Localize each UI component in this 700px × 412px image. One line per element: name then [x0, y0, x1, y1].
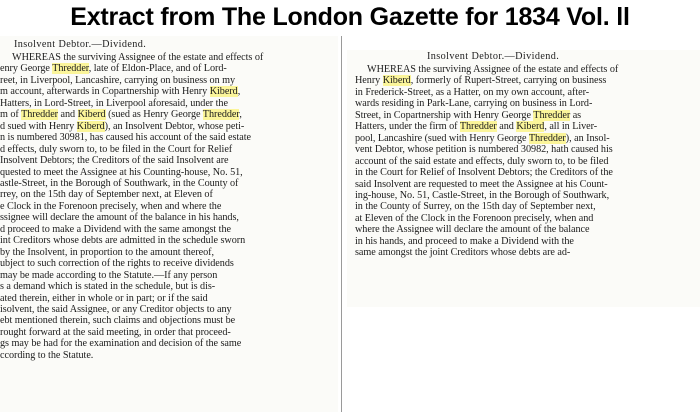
text-line — [347, 213, 700, 224]
text-segment: and — [58, 109, 78, 121]
text-line — [347, 98, 700, 109]
text-segment: said Insolvent are requested to meet the Assignee at his Count- — [355, 178, 608, 190]
right-notice-heading: Insolvent Debtor.—Dividend. — [427, 51, 560, 62]
text-segment: , all in Liver- — [544, 121, 598, 133]
highlighted-surname: Thredder — [533, 109, 571, 121]
text-line — [0, 75, 338, 86]
text-line — [0, 315, 338, 326]
text-segment: same amongst the joint Creditors whose debts are ad- — [355, 247, 571, 259]
text-segment: account of the said estate and effects, duly sworn to, to be filed — [355, 155, 609, 167]
text-line — [0, 350, 338, 361]
text-segment: in his hands, and proceed to make a Dividend with the — [355, 235, 574, 247]
text-line — [0, 167, 338, 178]
text-line — [0, 63, 338, 74]
text-segment: ubject to such correction of the rights to receive dividends — [0, 258, 234, 270]
text-segment: Henry — [355, 75, 383, 87]
highlighted-surname: Kiberd — [77, 109, 106, 121]
highlighted-surname: Kiberd — [516, 121, 545, 133]
text-segment: WHEREAS the surviving Assignee of the estate and effects of — [12, 52, 264, 63]
highlighted-surname: Thredder — [21, 109, 59, 121]
text-segment: rought forward at the said meeting, in order that proceed- — [0, 326, 231, 338]
text-segment: s a demand which is stated in the schedule, but is dis- — [0, 281, 216, 293]
text-segment: pool, Lancashire (sued with Henry George — [355, 132, 529, 144]
text-line — [0, 270, 338, 281]
text-line — [0, 121, 338, 132]
text-segment: , late of Eldon-Place, and of Lord- — [88, 63, 227, 75]
text-line — [0, 247, 338, 258]
right-gazette-clipping — [347, 50, 700, 307]
text-segment: , formerly of Rupert-Street, carrying on business — [410, 75, 607, 87]
text-line — [0, 52, 338, 63]
text-segment: gs may be had for the examination and decision of the same — [0, 338, 242, 350]
text-line — [0, 258, 338, 269]
text-segment: m of — [0, 109, 22, 121]
text-line — [0, 86, 338, 97]
text-line — [347, 179, 700, 190]
text-line — [0, 98, 338, 109]
text-segment: may be made according to the Statute.—If any person — [0, 269, 218, 281]
text-segment: d sued with Henry — [0, 120, 77, 132]
text-segment: ated therein, either in whole or in part; or if the said — [0, 292, 208, 304]
text-segment: in the County of Surrey, on the 15th day of September next, — [355, 201, 596, 213]
text-line — [0, 144, 338, 155]
text-segment: at Eleven of the Clock in the Forenoon precisely, when and — [355, 212, 594, 224]
right-notice-body — [347, 64, 700, 259]
text-line — [347, 64, 700, 75]
text-segment: Hatters, in Lord-Street, in Liverpool aforesaid, under the — [0, 97, 228, 109]
text-line — [0, 155, 338, 166]
text-segment: vent Debtor, whose petition is numbered 30982, hath caused his — [355, 144, 613, 156]
text-line — [347, 190, 700, 201]
text-segment: quested to meet the Assignee at his Counting-house, No. 51, — [0, 166, 243, 178]
column-divider — [341, 36, 342, 412]
text-line — [347, 236, 700, 247]
text-line — [347, 167, 700, 178]
highlighted-surname: Thredder — [528, 132, 566, 144]
text-line — [347, 247, 700, 258]
text-line — [347, 133, 700, 144]
text-line — [0, 281, 338, 292]
text-segment: e Clock in the Forenoon precisely, when and where the — [0, 200, 222, 212]
text-line — [347, 121, 700, 132]
text-segment: Hatters, under the firm of — [355, 121, 460, 133]
text-line — [0, 224, 338, 235]
text-line — [347, 87, 700, 98]
text-segment: d effects, duly sworn to, to be filed in the Court for Relief — [0, 143, 233, 155]
text-segment: (sued as Henry George — [105, 109, 203, 121]
text-line — [0, 189, 338, 200]
highlighted-surname: Thredder — [52, 63, 89, 75]
text-segment: astle-Street, in the Borough of Southwark, in the County of — [0, 177, 239, 189]
text-segment: ing-house, No. 51, Castle-Street, in the Borough of Southwark, — [355, 189, 610, 201]
text-segment: Insolvent Debtors; the Creditors of the said Insolvent are — [0, 155, 229, 167]
text-segment: ccording to the Statute. — [0, 349, 94, 361]
text-segment: reet, in Liverpool, Lancashire, carrying on business on my — [0, 74, 236, 86]
text-segment: n is numbered 30981, has caused his account of the said estate — [0, 132, 251, 144]
text-line — [0, 178, 338, 189]
page-title: Extract from The London Gazette for 1834 Vol. ll — [70, 3, 630, 31]
text-segment: int Creditors whose debts are admitted in the schedule sworn — [0, 235, 246, 247]
text-line — [0, 212, 338, 223]
text-segment: , — [239, 109, 242, 121]
text-line — [0, 338, 338, 349]
text-line — [347, 144, 700, 155]
highlighted-surname: Kiberd — [382, 75, 411, 87]
text-segment: in the Court for Relief of Insolvent Debtors; the Creditors of the — [355, 167, 613, 179]
text-line — [0, 235, 338, 246]
text-line — [0, 293, 338, 304]
text-line — [347, 156, 700, 167]
text-segment: enry George — [0, 63, 53, 75]
text-segment: rrey, on the 15th day of September next, at Eleven of — [0, 189, 213, 201]
left-notice-body — [0, 52, 338, 361]
highlighted-surname: Thredder — [202, 109, 240, 121]
text-segment: and — [496, 121, 517, 133]
text-line — [347, 201, 700, 212]
text-segment: m account, afterwards in Copartnership with Henry — [0, 86, 210, 98]
text-segment: in Frederick-Street, as a Hatter, on my own account, after- — [355, 86, 590, 98]
highlighted-surname: Kiberd — [76, 120, 105, 132]
left-notice-heading: Insolvent Debtor.—Dividend. — [14, 39, 147, 50]
text-line — [0, 109, 338, 120]
text-segment: as — [570, 109, 582, 121]
text-segment: isolvent, the said Assignee, or any Creditor objects to any — [0, 303, 232, 315]
text-segment: ebt mentioned therein, such claims and objections must be — [0, 315, 236, 327]
text-segment: ), an Insol- — [565, 132, 610, 144]
text-segment: d proceed to make a Dividend with the same amongst the — [0, 223, 231, 235]
text-line — [0, 132, 338, 143]
text-line — [347, 110, 700, 121]
text-line — [0, 201, 338, 212]
text-line — [0, 304, 338, 315]
text-line — [347, 75, 700, 86]
text-segment: WHEREAS the surviving Assignee of the estate and effects of — [367, 64, 619, 75]
text-segment: wards residing in Park-Lane, carrying on business in Lord- — [355, 98, 593, 110]
highlighted-surname: Thredder — [459, 121, 497, 133]
text-line — [0, 327, 338, 338]
text-segment: , — [237, 86, 241, 98]
text-segment: ), an Insolvent Debtor, whose peti- — [104, 120, 245, 132]
text-line — [347, 224, 700, 235]
text-segment: by the Insolvent, in proportion to the amount thereof, — [0, 246, 215, 258]
text-segment: where the Assignee will declare the amount of the balance — [355, 224, 590, 236]
text-segment: Street, in Copartnership with Henry George — [355, 109, 534, 121]
text-segment: ssignee will declare the amount of the balance in his hands, — [0, 212, 239, 224]
left-gazette-clipping — [0, 36, 338, 412]
highlighted-surname: Kiberd — [209, 86, 238, 98]
